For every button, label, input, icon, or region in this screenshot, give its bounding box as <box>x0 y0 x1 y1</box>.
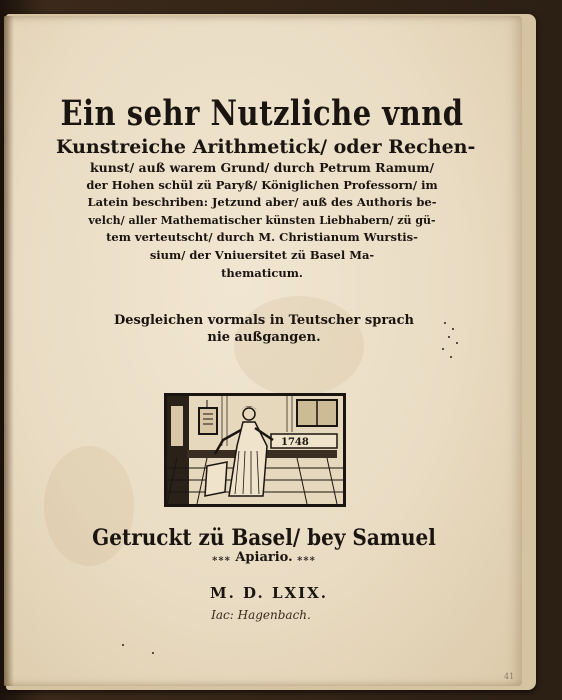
woodcut-numerals: 1748 <box>281 437 309 448</box>
star-ornament-right: ⁎⁎⁎ <box>297 553 316 564</box>
title-line: sium/ der Vniuersitet zü Basel Ma- <box>149 247 375 262</box>
paper-stain <box>234 296 364 396</box>
title-line: velch/ aller Mathematischer künsten Liebhabern/ zü gü- <box>88 213 436 227</box>
subtitle-line: Desgleichen vormals in Teutscher sprach <box>114 313 414 328</box>
title-line: tem verteutscht/ durch M. Christianum Wurstis- <box>106 230 418 245</box>
title-line: Kunstreiche Arithmetick/ oder Rechen- <box>56 136 476 158</box>
publication-year: M. D. LXIX. <box>209 584 329 602</box>
title-body <box>56 136 476 282</box>
title-line: kunst/ auß warem Grund/ durch Petrum Ramum/ <box>89 160 435 175</box>
title-line: der Hohen schül zü Paryß/ Königlichen Professorn/ im <box>86 177 438 192</box>
title-page <box>4 16 522 686</box>
folio-mark: 41 <box>504 672 515 681</box>
printer-line <box>164 550 364 565</box>
title-line: thematicum. <box>221 265 303 280</box>
star-ornament-left: ⁎⁎⁎ <box>212 553 231 564</box>
page-gutter-shadow <box>4 16 14 686</box>
handwritten-ownership-note: Iac: Hagenbach. <box>211 608 311 622</box>
woodcut-scholar-image <box>167 396 343 504</box>
printer-name: Apiario. <box>235 550 293 565</box>
title-heading: Ein sehr Nutzliche vnnd <box>60 92 464 134</box>
imprint-line: Getruckt zü Basel/ bey Samuel <box>92 523 436 551</box>
title-line: Latein beschriben: Jetzund aber/ auß des Authoris be- <box>87 195 437 210</box>
subtitle <box>64 312 464 346</box>
subtitle-line: nie außgangen. <box>207 330 321 345</box>
woodcut-illustration <box>164 393 346 507</box>
